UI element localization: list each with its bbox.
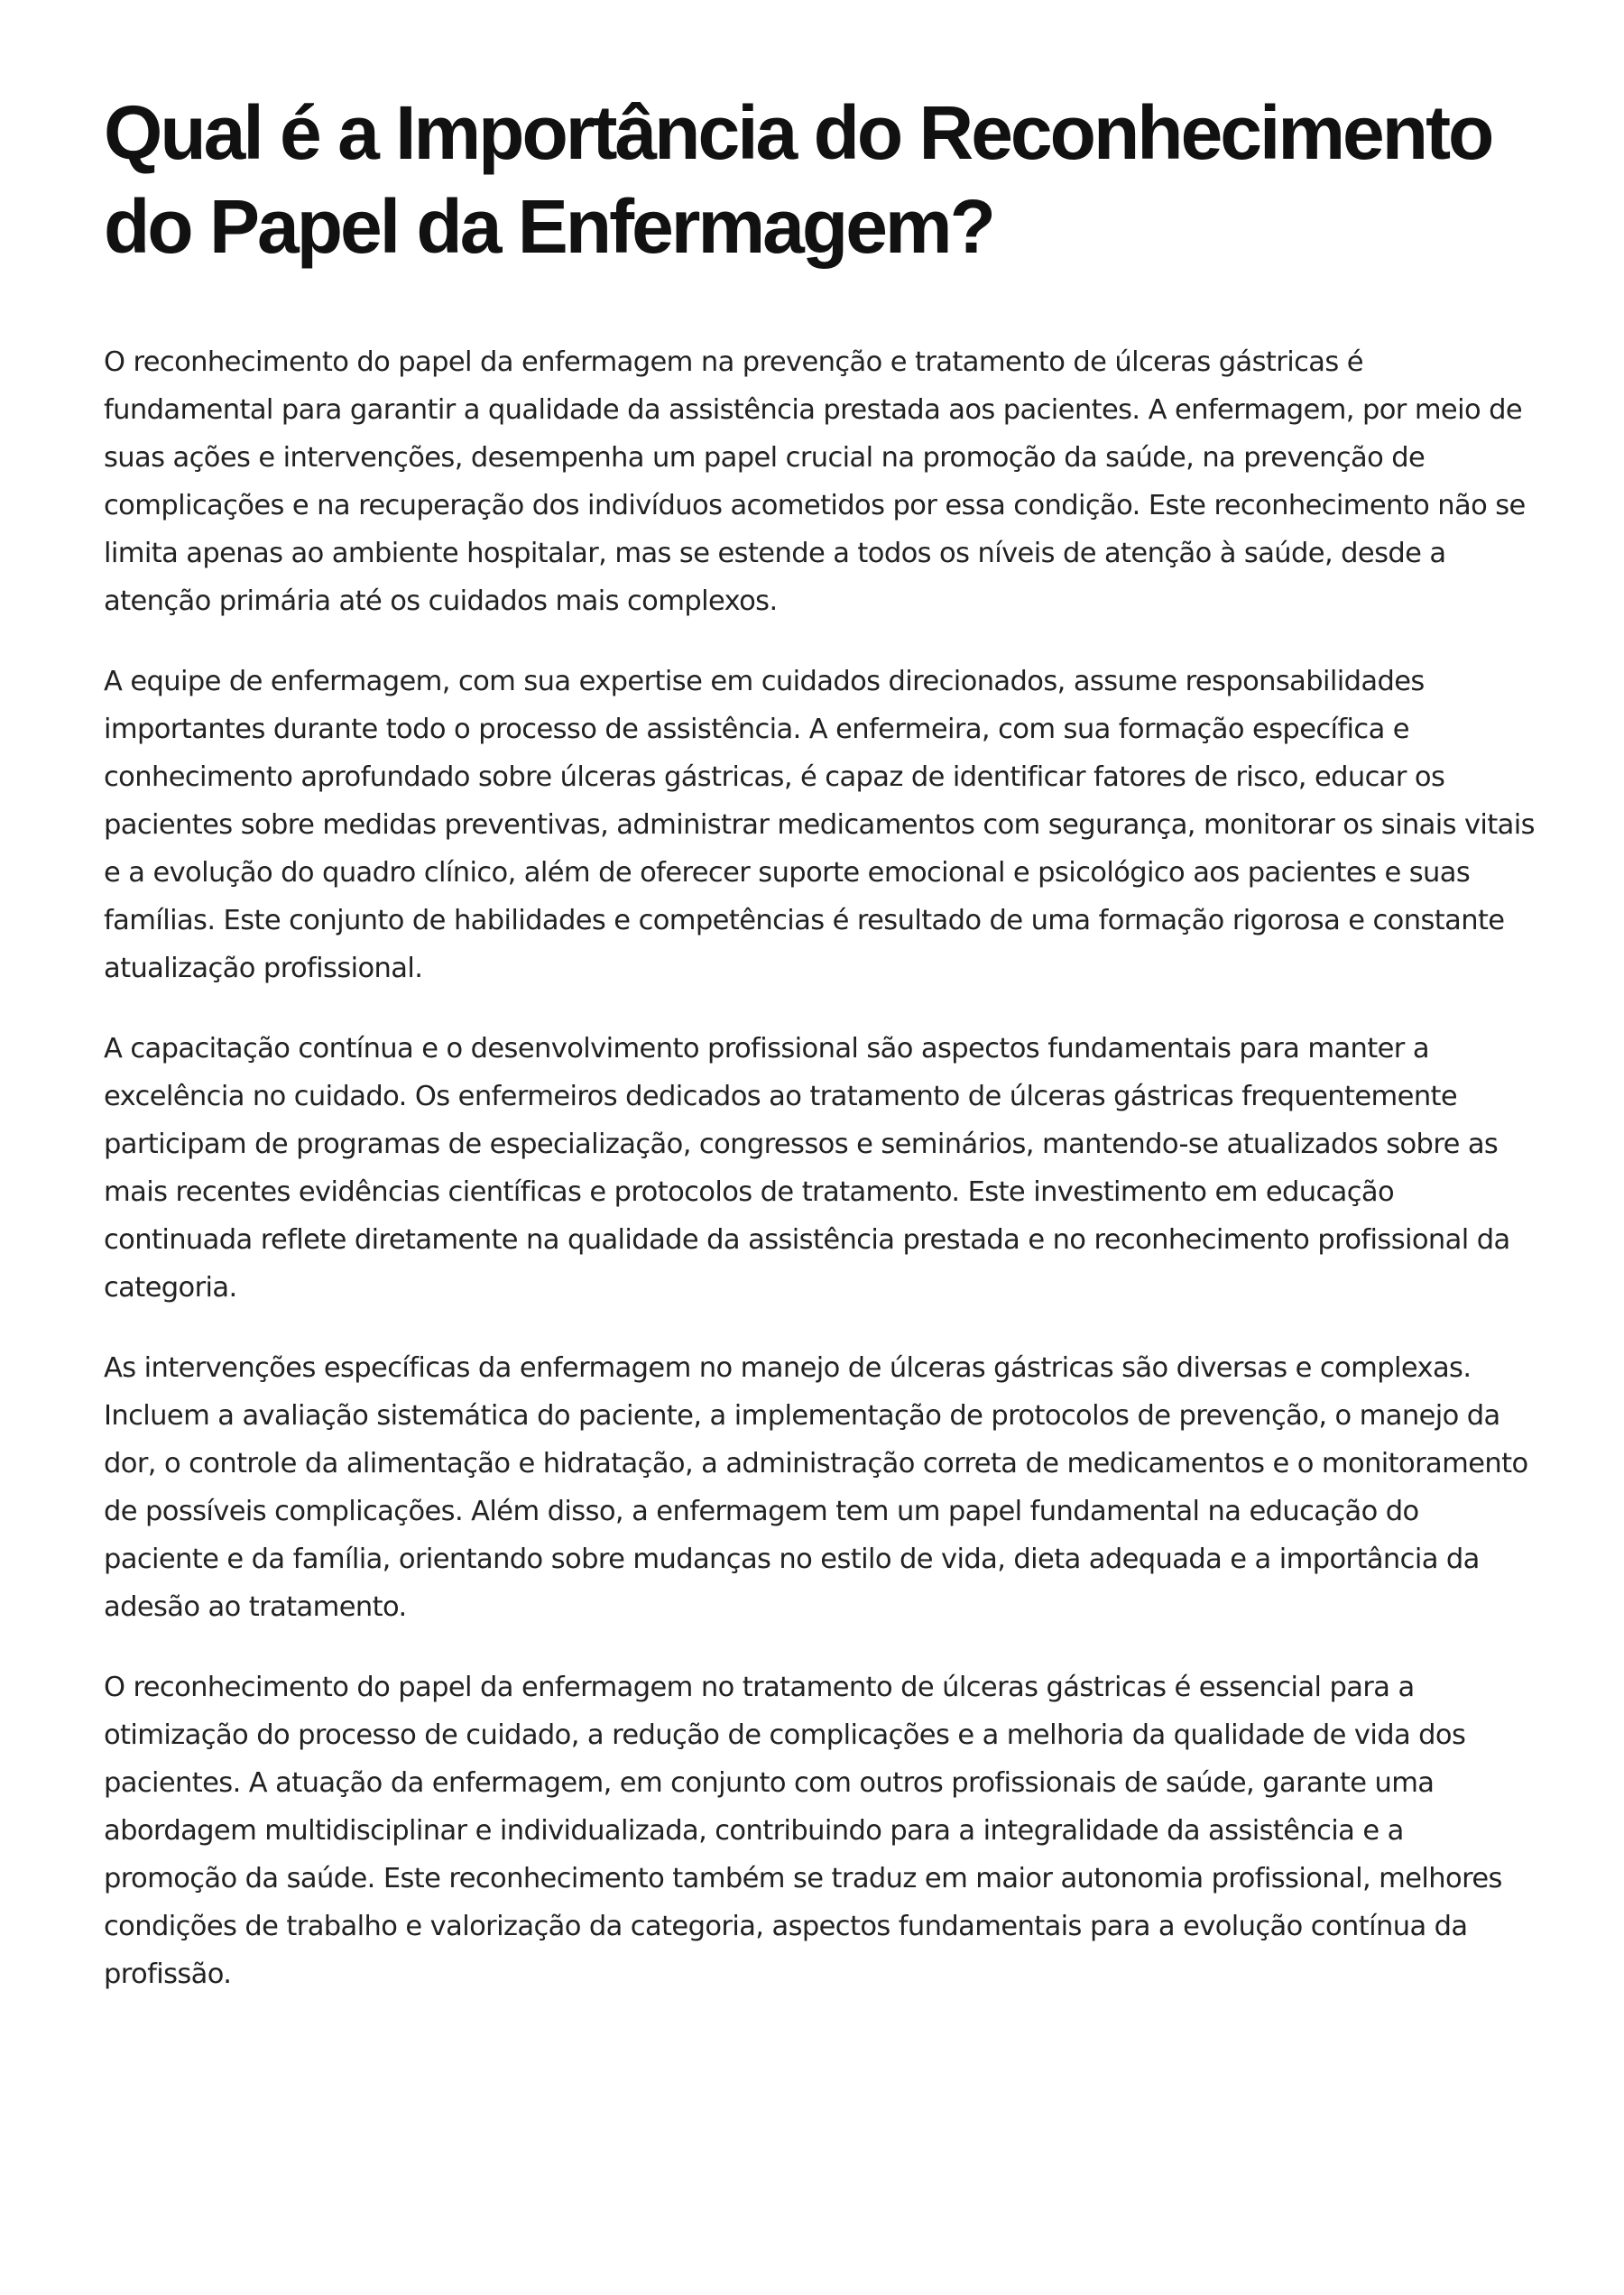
paragraph-2: A equipe de enfermagem, com sua expertise em cuidados direcionados, assume responsabilidades importantes durante todo o processo de assistência. A enfermeira, com sua formação específica e conhecimento aprofundado sobre úlceras gástricas, é capaz de identificar fatores de risco, educar os pacientes sobre medidas preventivas, administrar medicamentos com segurança, monitorar os sinais vitais e a evolução do quadro clínico, além de oferecer suporte emocional e psicológico aos pacientes e suas famílias. Este conjunto de habilidades e competências é resultado de uma formação rigorosa e constante atualização profissional. — [104, 666, 1535, 984]
paragraph-3: A capacitação contínua e o desenvolvimento profissional são aspectos fundamentais para manter a excelência no cuidado. Os enfermeiros dedicados ao tratamento de úlceras gástricas frequentemente participam de programas de especialização, congressos e seminários, mantendo-se atualizados sobre as mais recentes evidências científicas e protocolos de tratamento. Este investimento em educação continuada reflete diretamente na qualidade da assistência prestada e no reconhecimento profissional da categoria. — [104, 1033, 1510, 1304]
page-title: Qual é a Importância do Reconhecimento do Papel da Enfermagem? — [104, 90, 1492, 269]
paragraph-5: O reconhecimento do papel da enfermagem no tratamento de úlceras gástricas é essencial para a otimização do processo de cuidado, a redução de complicações e a melhoria da qualidade de vida dos pacientes. A atuação da enfermagem, em conjunto com outros profissionais de saúde, garante uma abordagem multidisciplinar e individualizada, contribuindo para a integralidade da assistência e a promoção da saúde. Este reconhecimento também se traduz em maior autonomia profissional, melhores condições de trabalho e valorização da categoria, aspectos fundamentais para a evolução contínua da profissão. — [104, 1672, 1502, 1990]
paragraph-4: As intervenções específicas da enfermagem no manejo de úlceras gástricas são diversas e complexas. Incluem a avaliação sistemática do paciente, a implementação de protocolos de prevenção, o manejo da dor, o controle da alimentação e hidratação, a administração correta de medicamentos e o monitoramento de possíveis complicações. Além disso, a enfermagem tem um papel fundamental na educação do paciente e da família, orientando sobre mudanças no estilo de vida, dieta adequada e a importância da adesão ao tratamento. — [104, 1352, 1528, 1623]
document-page — [104, 86, 1538, 2031]
paragraph-1: O reconhecimento do papel da enfermagem na prevenção e tratamento de úlceras gástricas é fundamental para garantir a qualidade da assistência prestada aos pacientes. A enfermagem, por meio de suas ações e intervenções, desempenha um papel crucial na promoção da saúde, na prevenção de complicações e na recuperação dos indivíduos acometidos por essa condição. Este reconhecimento não se limita apenas ao ambiente hospitalar, mas se estende a todos os níveis de atenção à saúde, desde a atenção primária até os cuidados mais complexos. — [104, 346, 1526, 617]
